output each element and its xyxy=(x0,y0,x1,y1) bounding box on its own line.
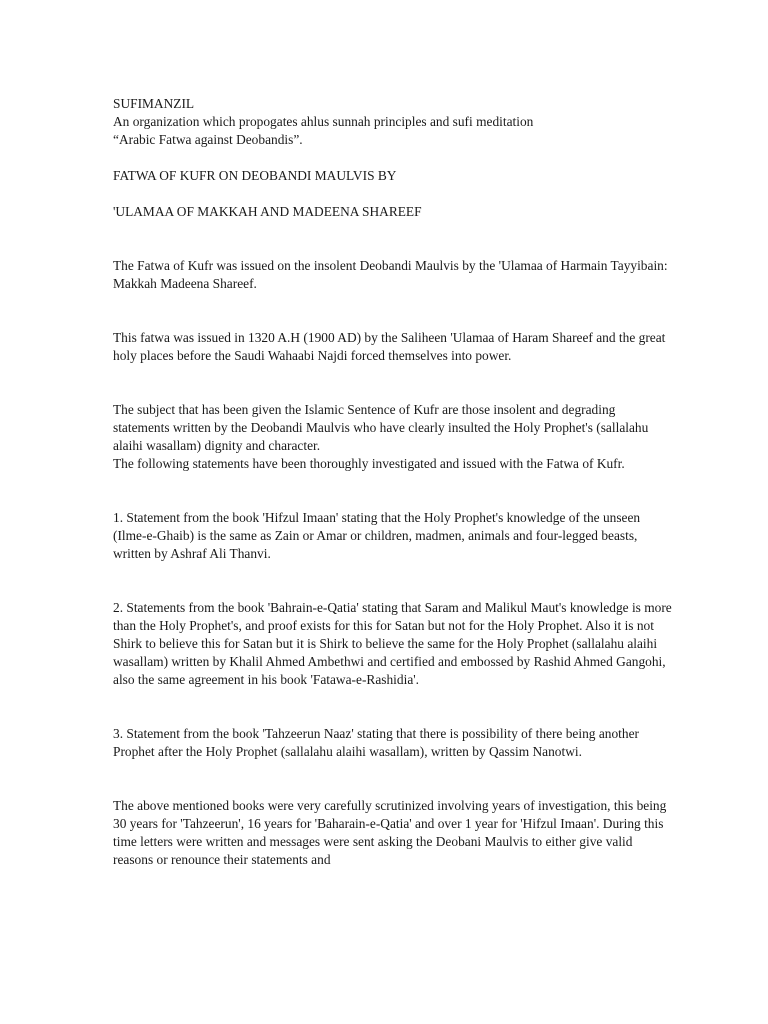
paragraph-2: This fatwa was issued in 1320 A.H (1900 AD) by the Saliheen 'Ulamaa of Haram Shareef and the great holy places before the Saudi Wahaabi Najdi forced themselves into power. xyxy=(113,330,666,363)
subtitle: “Arabic Fatwa against Deobandis”. xyxy=(113,132,303,147)
document-text xyxy=(113,95,673,869)
heading-line-2: 'ULAMAA OF MAKKAH AND MADEENA SHAREEF xyxy=(113,204,422,219)
tagline: An organization which propogates ahlus sunnah principles and sufi meditation xyxy=(113,114,534,129)
paragraph-4: The above mentioned books were very carefully scrutinized involving years of investigation, this being 30 years for 'Tahzeerun', 16 years for 'Baharain-e-Qatia' and over 1 year for 'Hifzul Imaan'. During this time letters were written and messages were sent asking the Deobani Maulvis to either give valid reasons or renounce their statements and xyxy=(113,798,667,867)
paragraph-3a: The subject that has been given the Islamic Sentence of Kufr are those insolent and degrading statements written by the Deobandi Maulvis who have clearly insulted the Holy Prophet's (sallalahu alaihi wasallam) dignity and character. xyxy=(113,402,649,453)
site-name: SUFIMANZIL xyxy=(113,96,195,111)
statement-item-2: 2. Statements from the book 'Bahrain-e-Qatia' stating that Saram and Malikul Maut's knowledge is more than the Holy Prophet's, and proof exists for this for Satan but not for the Holy Prophet. Also it is not Shirk to believe this for Satan but it is Shirk to believe the same for the Holy Prophet (sallalahu alaihi wasallam) written by Khalil Ahmed Ambethwi and certified and embossed by Rashid Ahmed Gangohi, also the same agreement in his book 'Fatawa-e-Rashidia'. xyxy=(113,600,672,687)
statement-item-1: 1. Statement from the book 'Hifzul Imaan' stating that the Holy Prophet's knowledge of the unseen (Ilme-e-Ghaib) is the same as Zain or Amar or children, madmen, animals and four-legged beasts, written by Ashraf Ali Thanvi. xyxy=(113,510,641,561)
statement-item-3: 3. Statement from the book 'Tahzeerun Naaz' stating that there is possibility of there being another Prophet after the Holy Prophet (sallalahu alaihi wasallam), written by Qassim Nanotwi. xyxy=(113,726,639,759)
paragraph-3b: The following statements have been thoroughly investigated and issued with the Fatwa of Kufr. xyxy=(113,456,625,471)
paragraph-1: The Fatwa of Kufr was issued on the insolent Deobandi Maulvis by the 'Ulamaa of Harmain Tayyibain: Makkah Madeena Shareef. xyxy=(113,258,668,291)
heading-line-1: FATWA OF KUFR ON DEOBANDI MAULVIS BY xyxy=(113,168,397,183)
